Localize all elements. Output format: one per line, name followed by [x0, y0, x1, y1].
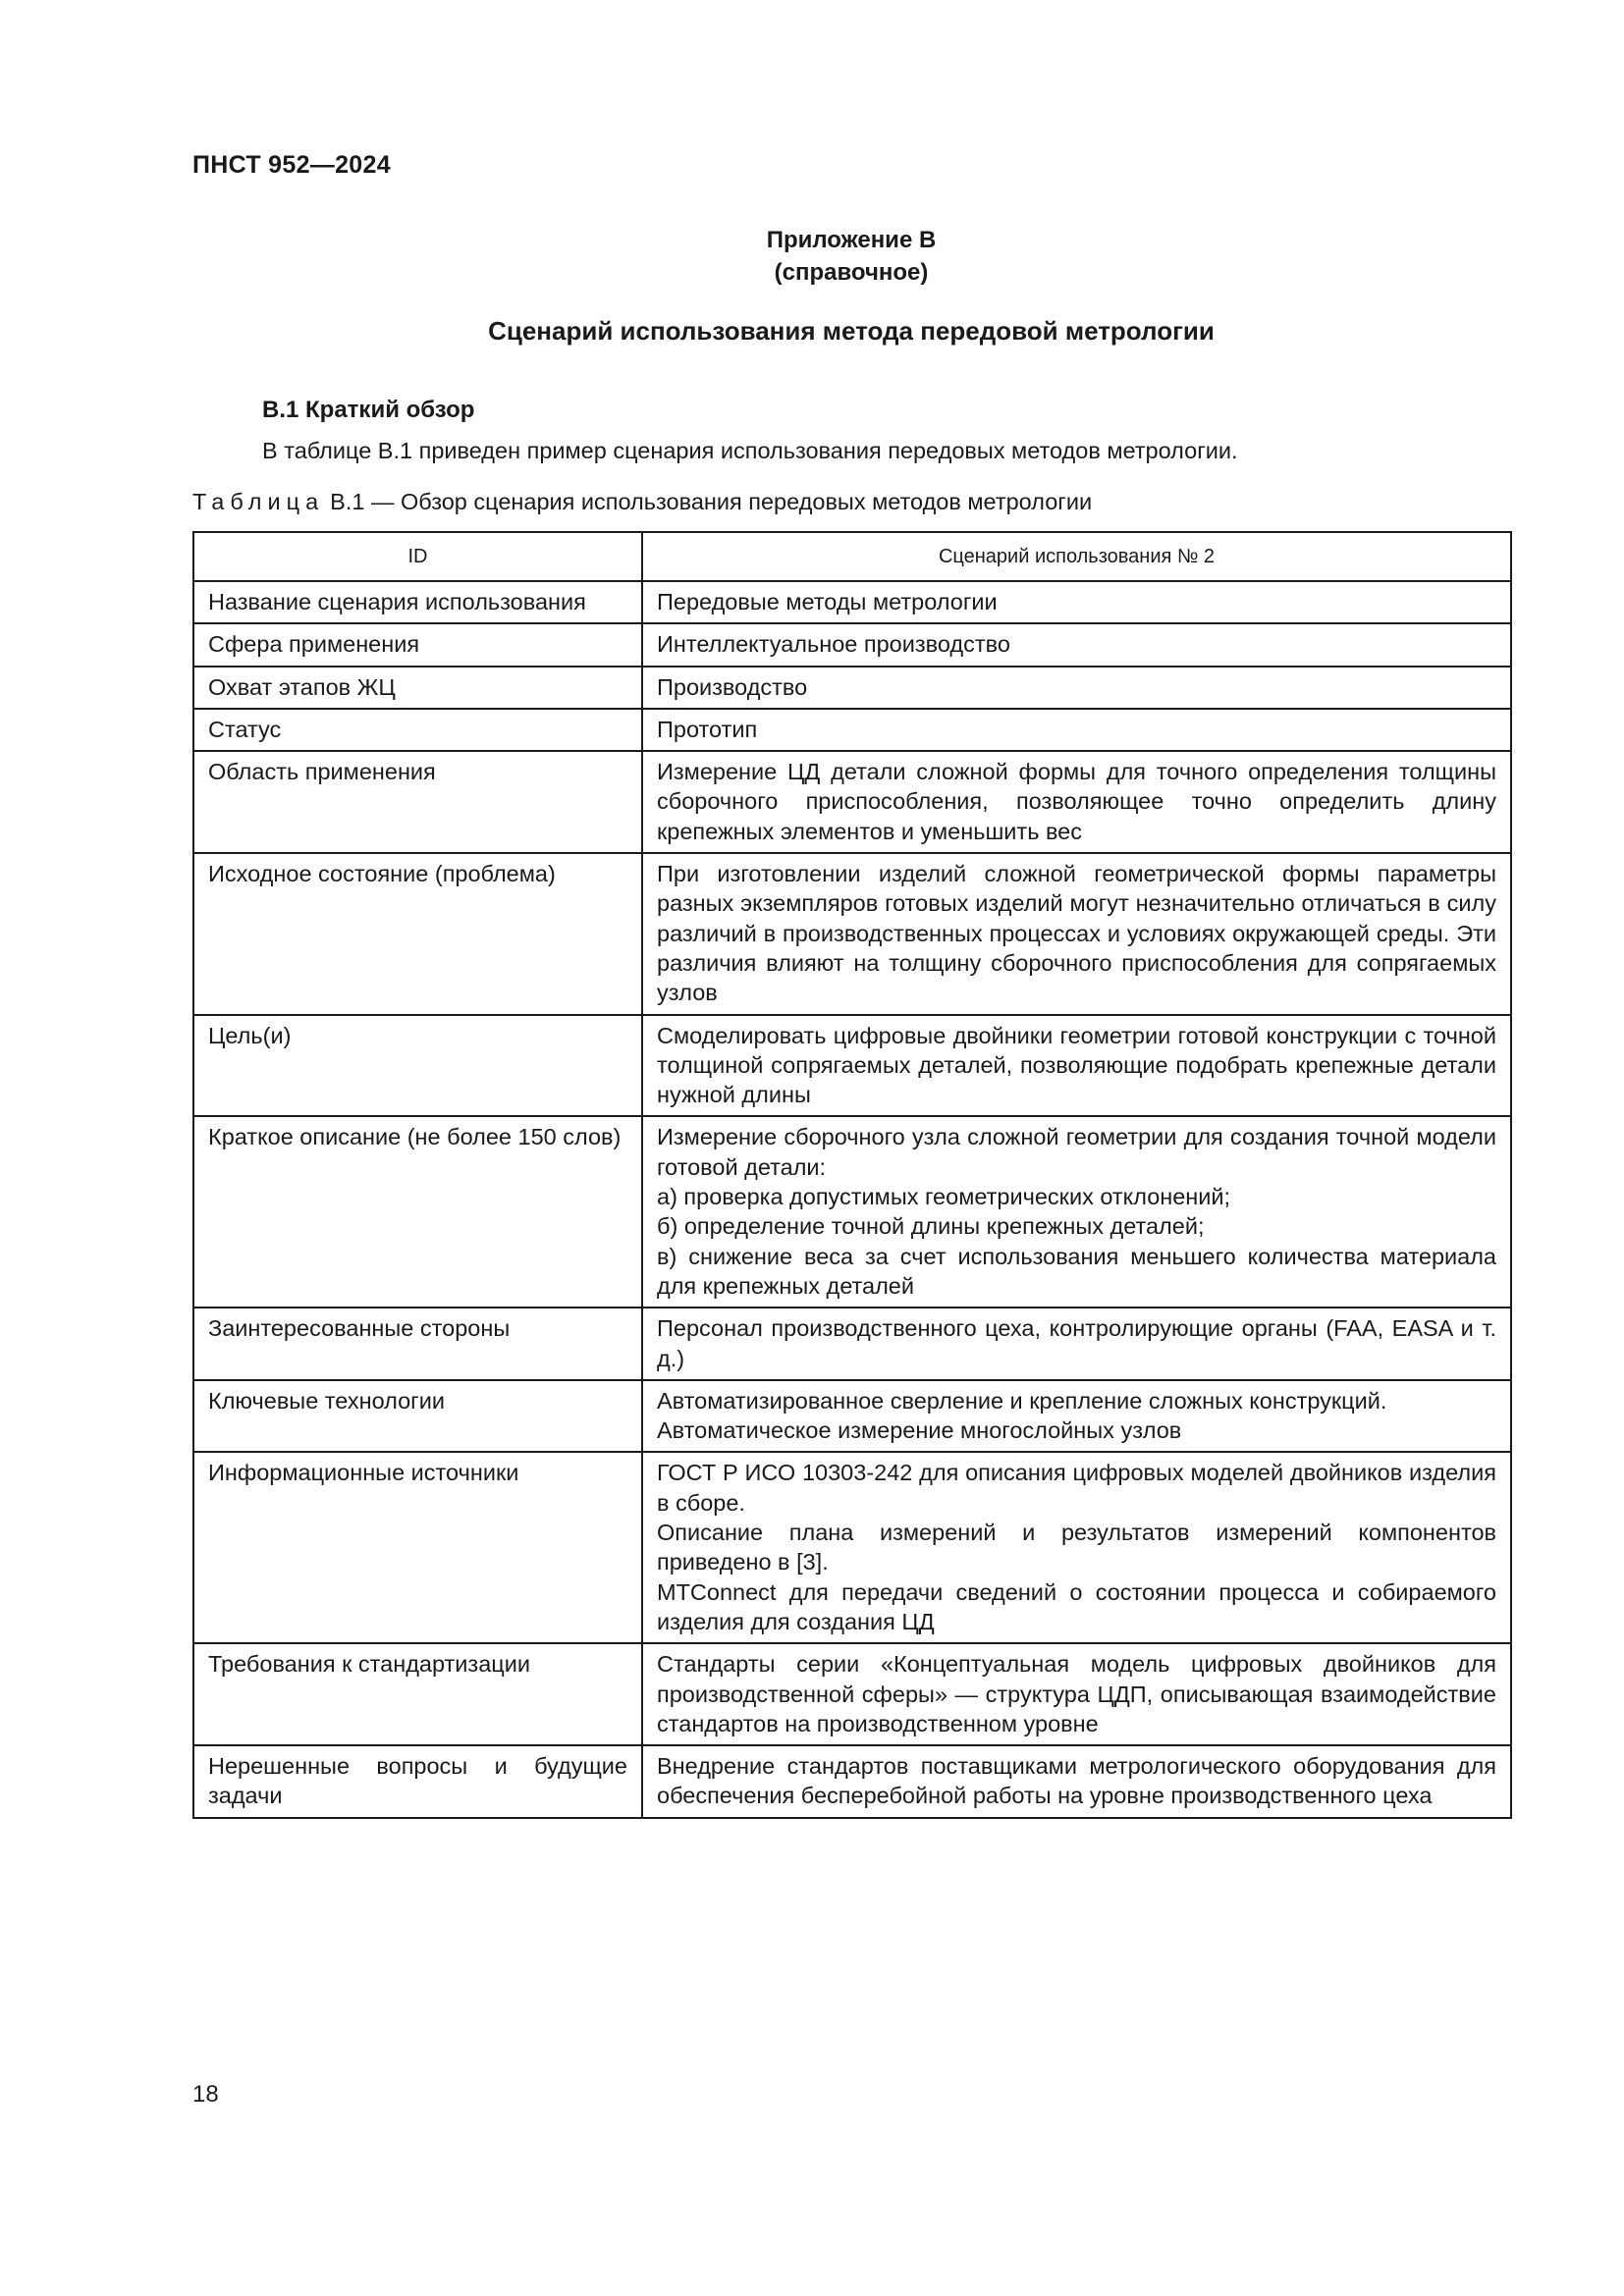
row-label: Информационные источники: [193, 1452, 642, 1643]
row-value: Производство: [642, 667, 1511, 709]
table-row: [193, 1643, 1511, 1745]
row-value: Измерение ЦД детали сложной формы для точного определения толщины сборочного приспособления, позволяющее точно определить длину крепежных элементов и уменьшить вес: [642, 751, 1511, 853]
row-value-line: Описание плана измерений и результатов измерений компонентов приведено в [3].: [657, 1520, 1496, 1575]
table-row: [193, 1452, 1511, 1643]
document-code: ПНСТ 952—2024: [192, 151, 391, 179]
row-value-line: а) проверка допустимых геометрических отклонений;: [657, 1184, 1231, 1210]
table-row: [193, 709, 1511, 751]
row-value-line: MTConnect для передачи сведений о состоянии процесса и собираемого изделия для создания ЦД: [657, 1578, 1496, 1634]
row-value: [642, 1380, 1511, 1453]
table-row: [193, 1380, 1511, 1453]
table-row: [193, 751, 1511, 853]
appendix-heading: [192, 224, 1510, 289]
row-label: Цель(и): [193, 1015, 642, 1117]
row-label: Название сценария использования: [193, 581, 642, 623]
table-header-row: [193, 532, 1511, 581]
header-use-case: Сценарий использования № 2: [642, 532, 1511, 581]
row-value-line: ГОСТ Р ИСО 10303-242 для описания цифровых моделей двойников изделия в сборе.: [657, 1460, 1496, 1516]
table-caption-word: Таблица: [192, 489, 325, 514]
row-value-line: Измерение сборочного узла сложной геометрии для создания точной модели готовой детали:: [657, 1124, 1496, 1180]
row-label: Область применения: [193, 751, 642, 853]
row-value-line: Автоматизированное сверление и крепление сложных конструкций.: [657, 1387, 1387, 1414]
appendix-title: Сценарий использования метода передовой метрологии: [488, 316, 1215, 346]
section-intro: В таблице В.1 приведен пример сценария использования передовых методов метрологии.: [262, 438, 1238, 463]
row-value-line: б) определение точной длины крепежных деталей;: [657, 1213, 1205, 1240]
row-label: Заинтересованные стороны: [193, 1308, 642, 1380]
row-value: Стандарты серии «Концептуальная модель цифровых двойников для производственной сферы» — структура ЦДП, описывающая взаимодействие стандартов на производственном уровне: [642, 1643, 1511, 1745]
appendix-kind: (справочное): [774, 259, 929, 286]
row-value: Прототип: [642, 709, 1511, 751]
row-label: Нерешенные вопросы и будущие задачи: [193, 1745, 642, 1818]
table-row: [193, 853, 1511, 1014]
section-heading: В.1 Краткий обзор: [262, 397, 475, 423]
row-value: При изготовлении изделий сложной геометрической формы параметры разных экземпляров готовых изделий могут незначительно отличаться в силу различий в производственных процессах и условиях окружающей среды. Эти различия влияют на толщину сборочного приспособления для сопрягаемых узлов: [642, 853, 1511, 1014]
page-number: 18: [192, 2081, 219, 2108]
row-label: Охват этапов ЖЦ: [193, 667, 642, 709]
table-caption-text: В.1 — Обзор сценария использования передовых методов метрологии: [330, 489, 1093, 514]
row-value: Внедрение стандартов поставщиками метрологического оборудования для обеспечения бесперебойной работы на уровне производственного цеха: [642, 1745, 1511, 1818]
header-id: ID: [193, 532, 642, 581]
row-label: Статус: [193, 709, 642, 751]
row-label: Сфера применения: [193, 623, 642, 666]
row-value: Интеллектуальное производство: [642, 623, 1511, 666]
row-value: Персонал производственного цеха, контролирующие органы (FAA, EASA и т. д.): [642, 1308, 1511, 1380]
table-caption: [192, 489, 1092, 515]
table-body: [193, 581, 1511, 1818]
row-value-line: Автоматическое измерение многослойных узлов: [657, 1417, 1182, 1444]
table-row: [193, 1116, 1511, 1308]
table-row: [193, 581, 1511, 623]
row-label: Исходное состояние (проблема): [193, 853, 642, 1014]
table-row: [193, 1745, 1511, 1818]
table-row: [193, 1015, 1511, 1117]
appendix-label: Приложение В: [766, 227, 937, 253]
row-value: Передовые методы метрологии: [642, 581, 1511, 623]
row-value-line: в) снижение веса за счет использования меньшего количества материала для крепежных деталей: [657, 1243, 1496, 1299]
row-label: Ключевые технологии: [193, 1380, 642, 1453]
table-row: [193, 623, 1511, 666]
row-value: Смоделировать цифровые двойники геометрии готовой конструкции с точной толщиной сопрягаемых деталей, позволяющие подобрать крепежные детали нужной длины: [642, 1015, 1511, 1117]
row-value: [642, 1452, 1511, 1643]
use-case-table: [192, 531, 1512, 1819]
table-row: [193, 667, 1511, 709]
row-label: Требования к стандартизации: [193, 1643, 642, 1745]
table-row: [193, 1308, 1511, 1380]
row-label: Краткое описание (не более 150 слов): [193, 1116, 642, 1308]
row-value: [642, 1116, 1511, 1308]
